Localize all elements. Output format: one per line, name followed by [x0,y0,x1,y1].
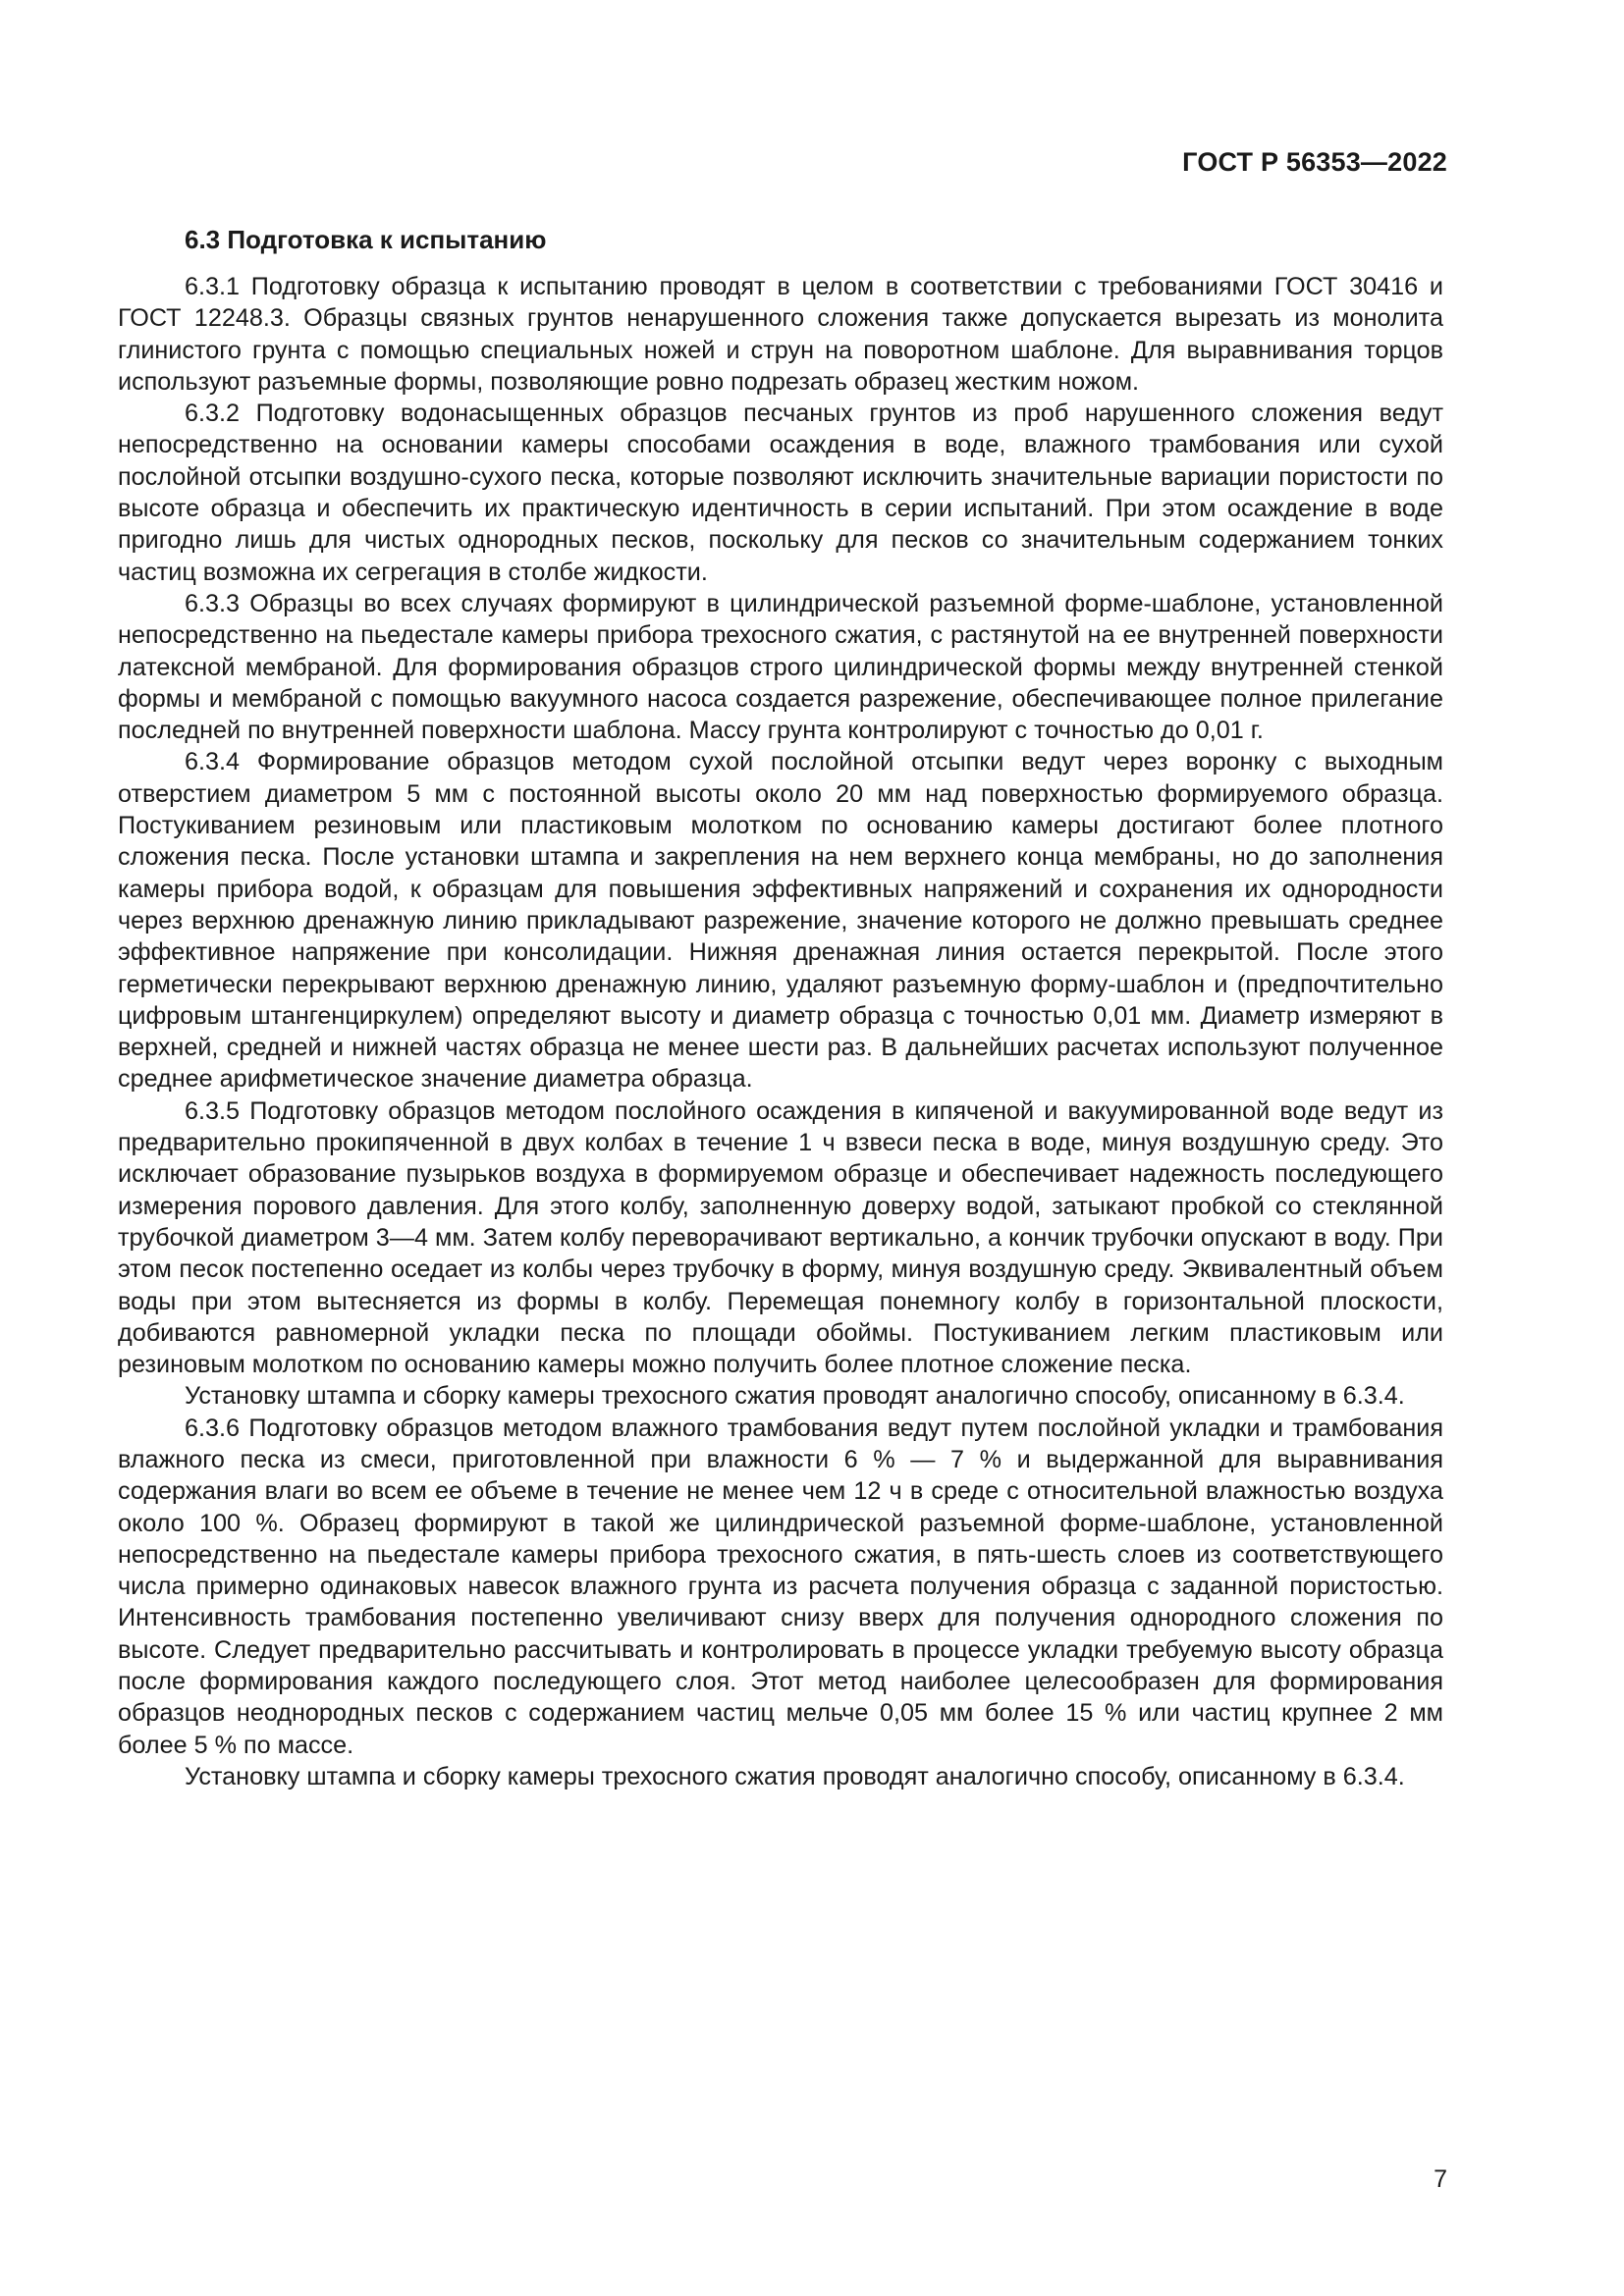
paragraph-6-3-2: 6.3.2 Подготовку водонасыщенных образцов песчаных грунтов из проб нарушенного сложения ведут непосредственно на основании камеры способами осаждения в воде, влажного трамбования или сухой послойной отсыпки воздушно-сухого песка, которые позволяют исключить значительные вариации пористости по высоте образца и обеспечить их практическую идентичность в серии испытаний. При этом осаждение в воде пригодно лишь для чистых однородных песков, поскольку для песков со значительным содержанием тонких частиц возможна их сегрегация в столбе жидкости. [118,400,1443,586]
paragraph-6-3-6: 6.3.6 Подготовку образцов методом влажного трамбования ведут путем послойной укладки и трамбования влажного песка из смеси, приготовленной при влажности 6 % — 7 % и выдержанной для выравнивания содержания влаги во всем ее объеме в течение не менее чем 12 ч в среде с относительной влажностью воздуха около 100 %. Образец формируют в такой же цилиндрической разъемной форме-шаблоне, установленной непосредственно на пьедестале камеры прибора трехосного сжатия, в пять-шесть слоев из соответствующего числа примерно одинаковых навесок влажного грунта из расчета получения образца с заданной пористостью. Интенсивность трамбования постепенно увеличивают снизу вверх для получения однородного сложения по высоте. Следует предварительно рассчитывать и контролировать в процессе укладки требуемую высоту образца после формирования каждого последующего слоя. Этот метод наиболее целесообразен для формирования образцов неоднородных песков с содержанием частиц мельче 0,05 мм более 15 % или частиц крупнее 2 мм более 5 % по массе. [118,1414,1443,1759]
paragraph-6-3-1: 6.3.1 Подготовку образца к испытанию проводят в целом в соответствии с требованиями ГОСТ 30416 и ГОСТ 12248.3. Образцы связных грунтов ненарушенного сложения также допускается вырезать из монолита глинистого грунта с помощью специальных ножей и струн на поворотном шаблоне. Для выравнивания торцов используют разъемные формы, позволяющие ровно подрезать образец жестким ножом. [118,273,1443,396]
section-title: 6.3 Подготовка к испытанию [185,225,547,254]
page-content [118,224,1443,1792]
paragraph-6-3-6-note: Установку штампа и сборку камеры трехосного сжатия проводят аналогично способу, описанному в 6.3.4. [185,1762,1405,1790]
document-code: ГОСТ Р 56353—2022 [1182,147,1447,177]
paragraph-6-3-5-note: Установку штампа и сборку камеры трехосного сжатия проводят аналогично способу, описанному в 6.3.4. [185,1382,1405,1411]
page-number: 7 [1434,2165,1447,2193]
paragraph-6-3-5: 6.3.5 Подготовку образцов методом послойного осаждения в кипяченой и вакуумированной воде ведут из предварительно прокипяченной в двух колбах в течение 1 ч взвеси песка в воде, минуя воздушную среду. Это исключает образование пузырьков воздуха в формируемом образце и обеспечивает надежность последующего измерения порового давления. Для этого колбу, заполненную доверху водой, затыкают пробкой со стеклянной трубочкой диаметром 3—4 мм. Затем колбу переворачивают вертикально, а кончик трубочки опускают в воду. При этом песок постепенно оседает из колбы через трубочку в форму, минуя воздушную среду. Эквивалентный объем воды при этом вытесняется из формы в колбу. Перемещая понемногу колбу в горизонтальной плоскости, добиваются равномерной укладки песка по площади обоймы. Постукиванием легким пластиковым или резиновым молотком по основанию камеры можно получить более плотное сложение песка. [118,1096,1443,1379]
paragraph-6-3-3: 6.3.3 Образцы во всех случаях формируют в цилиндрической разъемной форме-шаблоне, установленной непосредственно на пьедестале камеры прибора трехосного сжатия, с растянутой на ее внутренней поверхности латексной мембраной. Для формирования образцов строго цилиндрической формы между внутренней стенкой формы и мембраной с помощью вакуумного насоса создается разрежение, обеспечивающее полное прилегание последней по внутренней поверхности шаблона. Массу грунта контролируют с точностью до 0,01 г. [118,589,1443,745]
paragraph-6-3-4: 6.3.4 Формирование образцов методом сухой послойной отсыпки ведут через воронку с выходным отверстием диаметром 5 мм с постоянной высоты около 20 мм над поверхностью формируемого образца. Постукиванием резиновым или пластиковым молотком по основанию камеры достигают более плотного сложения песка. После установки штампа и закрепления на нем верхнего конца мембраны, но до заполнения камеры прибора водой, к образцам для повышения эффективных напряжений и сохранения их однородности через верхнюю дренажную линию прикладывают разрежение, значение которого не должно превышать среднее эффективное напряжение при консолидации. Нижняя дренажная линия остается перекрытой. После этого герметически перекрывают верхнюю дренажную линию, удаляют разъемную форму-шаблон и (предпочтительно цифровым штангенциркулем) определяют высоту и диаметр образца с точностью 0,01 мм. Диаметр измеряют в верхней, средней и нижней частях образца не менее шести раз. В дальнейших расчетах используют полученное среднее арифметическое значение диаметра образца. [118,748,1443,1094]
